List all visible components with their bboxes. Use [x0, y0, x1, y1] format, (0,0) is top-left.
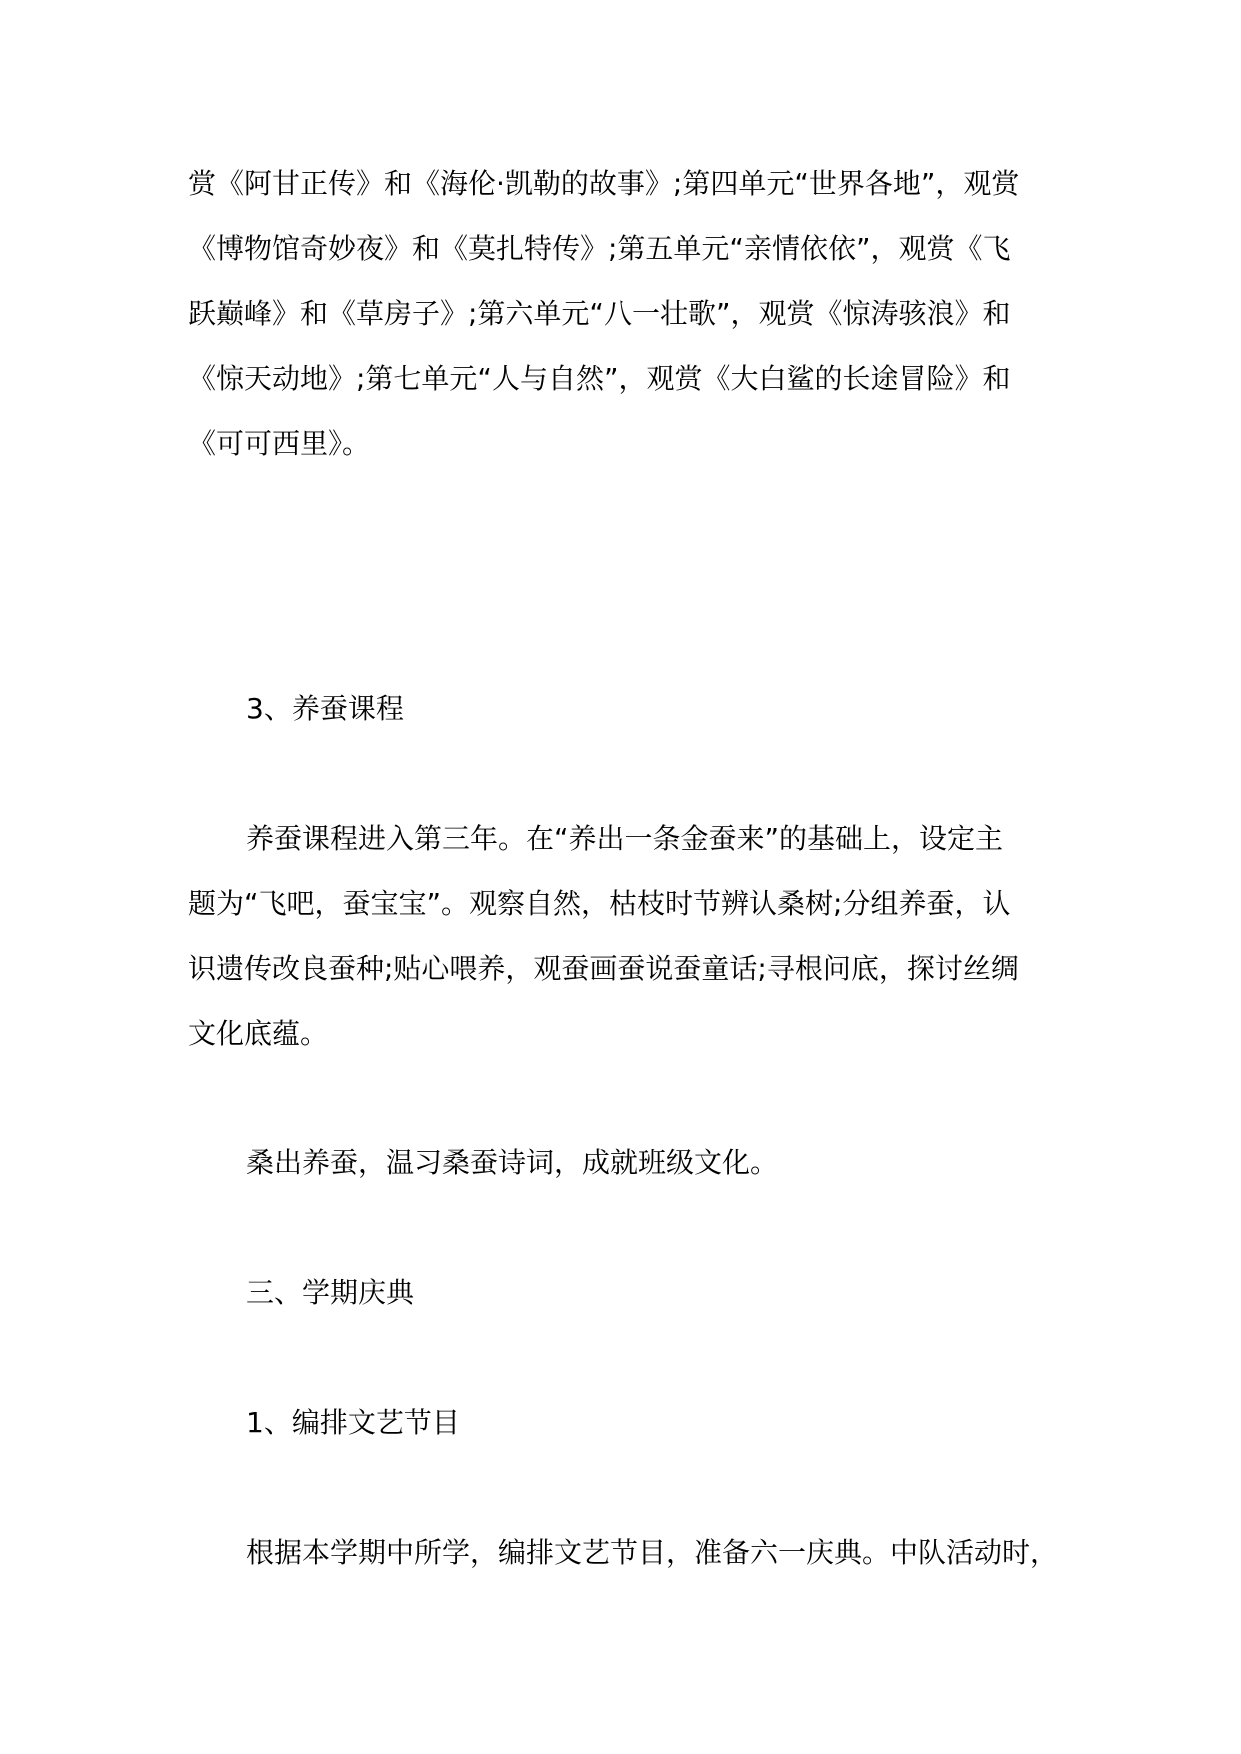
- text-line: 《可可西里》。: [188, 427, 371, 460]
- text-line: 跃巅峰》和《草房子》;第六单元“八一壮歌”，观赏《惊涛骇浪》和: [188, 297, 1011, 330]
- text-line: 识遗传改良蚕种;贴心喂养，观蚕画蚕说蚕童话;寻根问底，探讨丝绸: [188, 952, 1019, 985]
- text-line: 《博物馆奇妙夜》和《莫扎特传》;第五单元“亲情依依”，观赏《飞: [188, 232, 1011, 265]
- text-line: 文化底蕴。: [188, 1017, 329, 1050]
- text-line: 养蚕课程进入第三年。在“养出一条金蚕来”的基础上，设定主: [246, 822, 1004, 855]
- heading-arrange-programs: [188, 1390, 1058, 1455]
- text-line: 赏《阿甘正传》和《海伦·凯勒的故事》;第四单元“世界各地”，观赏: [188, 167, 1020, 200]
- paragraph-silkworm-course: [188, 806, 1058, 1066]
- text-line: 桑出养蚕，温习桑蚕诗词，成就班级文化。: [246, 1146, 779, 1179]
- section-heading: 三、学期庆典: [246, 1276, 415, 1309]
- paragraph-arrange-programs: [188, 1520, 1058, 1585]
- text-line: 根据本学期中所学，编排文艺节目，准备六一庆典。中队活动时，: [246, 1536, 1058, 1569]
- text-line: 题为“飞吧，蚕宝宝”。观察自然，枯枝时节辨认桑树;分组养蚕，认: [188, 887, 1011, 920]
- section-heading: 1、编排文艺节目: [246, 1406, 460, 1439]
- section-heading: 3、养蚕课程: [246, 692, 404, 725]
- heading-silkworm-course: [188, 676, 1058, 741]
- paragraph-class-culture: [188, 1130, 1058, 1195]
- paragraph-film-units: [188, 151, 1058, 476]
- heading-semester-celebration: [188, 1260, 1058, 1325]
- text-line: 《惊天动地》;第七单元“人与自然”，观赏《大白鲨的长途冒险》和: [188, 362, 1011, 395]
